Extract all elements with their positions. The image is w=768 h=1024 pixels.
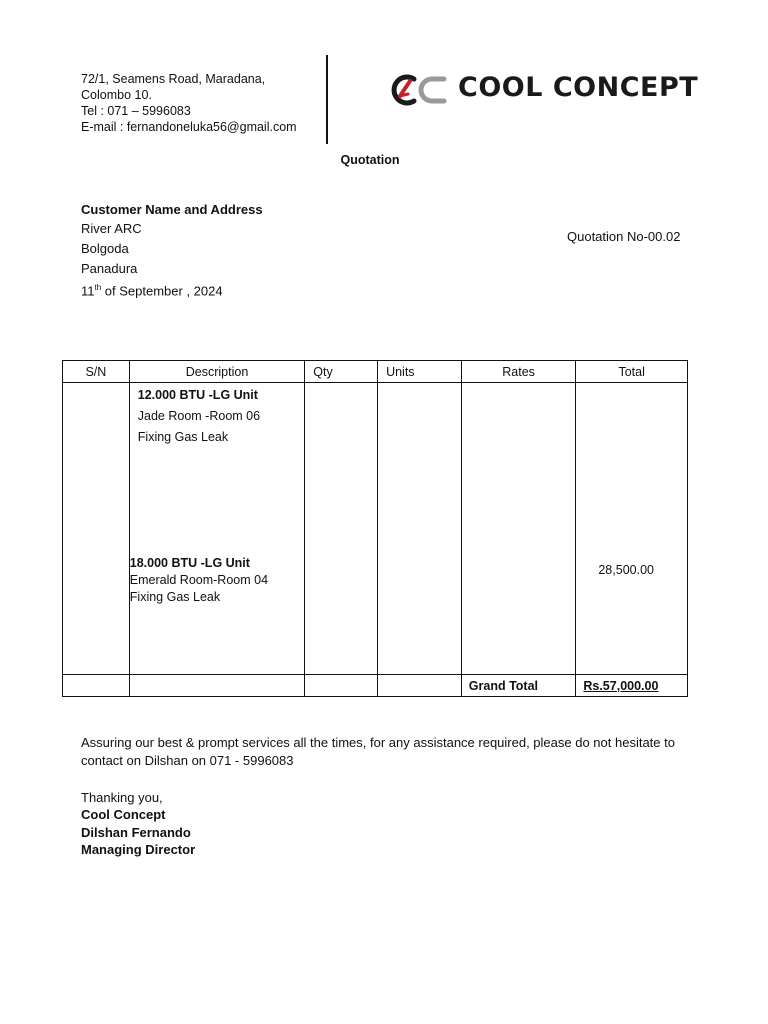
foot-description (129, 675, 304, 697)
grand-total-label: Grand Total (461, 675, 576, 697)
item-1-line-2: Fixing Gas Leak (137, 430, 229, 444)
item-2-title: 18.000 BTU -LG Unit (129, 556, 250, 570)
item-1-title: 12.000 BTU -LG Unit (137, 388, 258, 402)
date-suffix: th (94, 283, 102, 292)
signature-position: Managing Director (81, 841, 196, 857)
date-rest: of September , 2024 (101, 283, 223, 299)
foot-units (378, 675, 462, 697)
company-email: E-mail : fernandoneluka56@gmail.com (81, 120, 297, 134)
quotation-date (81, 283, 223, 298)
header-rates: Rates (461, 361, 576, 383)
quotation-table (62, 360, 688, 697)
cell-units (378, 383, 462, 675)
header-qty: Qty (305, 361, 378, 383)
customer-heading: Customer Name and Address (81, 202, 263, 217)
header-units: Units (378, 361, 462, 383)
customer-line-1: River ARC (81, 221, 142, 236)
header-sn: S/N (63, 361, 130, 383)
item-2-line-1: Emerald Room-Room 04 (129, 573, 269, 587)
customer-line-3: Panadura (81, 261, 138, 276)
signature-block (81, 789, 195, 858)
header-divider (326, 55, 328, 144)
cell-sn (63, 383, 130, 675)
item-1-line-1: Jade Room -Room 06 (137, 409, 261, 423)
date-day: 11 (81, 283, 95, 299)
quotation-number: Quotation No-00.02 (567, 229, 681, 244)
logo-wordmark: COOL CONCEPT (458, 72, 699, 103)
table-header-row (63, 361, 688, 383)
item-2-line-2: Fixing Gas Leak (129, 590, 221, 604)
foot-sn (63, 675, 130, 697)
cell-rates (461, 383, 576, 675)
item-2 (130, 555, 268, 606)
foot-qty (305, 675, 378, 697)
header-total: Total (576, 361, 688, 383)
company-logo (388, 70, 710, 110)
item-1 (138, 385, 260, 448)
company-tel: Tel : 071 – 5996083 (81, 104, 191, 118)
signature-company: Cool Concept (81, 807, 166, 823)
cell-qty (305, 383, 378, 675)
closing-message: Assuring our best & prompt services all the times, for any assistance required, please do not hesitate to contact on Dilshan on 071 - 5996083 (81, 735, 675, 768)
grand-total-value: Rs.57,000.00 (576, 675, 688, 697)
table-body-row (63, 383, 688, 675)
signature-name: Dilshan Fernando (81, 824, 191, 840)
cc-logo-icon (388, 70, 454, 110)
customer-line-2: Bolgoda (81, 241, 129, 256)
company-address (81, 71, 297, 135)
header-description: Description (129, 361, 304, 383)
cell-description (129, 383, 304, 675)
item-total-value: 28,500.00 (598, 563, 654, 577)
cell-total (576, 383, 688, 675)
document-title: Quotation (340, 153, 400, 167)
thanks-line: Thanking you, (81, 790, 163, 805)
table-footer-row (63, 675, 688, 697)
address-line-2: Colombo 10. (81, 88, 152, 102)
address-line-1: 72/1, Seamens Road, Maradana, (81, 72, 266, 86)
